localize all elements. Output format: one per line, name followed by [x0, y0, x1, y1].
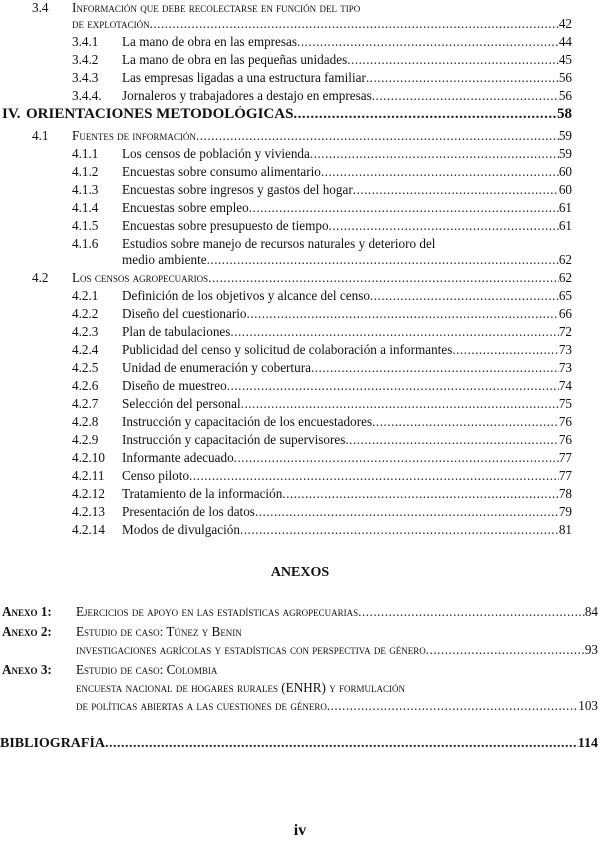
anexo-page: 103: [578, 698, 598, 713]
leader-dots: [227, 378, 559, 394]
toc-entry-3-4-2: [72, 52, 572, 68]
leader-dots: [452, 342, 558, 358]
toc-entry-page: 77: [558, 450, 572, 465]
toc-entry-4-1-4: [72, 200, 572, 216]
bibliografia-page: 114: [577, 736, 598, 751]
toc-entry-number: 4.1: [32, 128, 49, 143]
toc-entry-3-4-line1: [32, 0, 572, 16]
toc-entry-title: Los censos agropecuarios: [72, 270, 209, 285]
toc-entry-4-1-2: [72, 164, 572, 180]
toc-entry-title: Selección del personal: [122, 396, 241, 411]
leader-dots: [329, 218, 559, 234]
toc-entry-title: Publicidad del censo y solicitud de colaboración a informantes: [122, 342, 453, 357]
anexo-label: Anexo 3:: [2, 662, 52, 677]
leader-dots: [196, 128, 559, 144]
toc-entry-page: 74: [558, 378, 572, 393]
leader-dots: [372, 88, 559, 104]
toc-entry-title: Unidad de enumeración y cobertura: [122, 360, 311, 375]
anexo-title: Estudio de caso: Colombia: [76, 662, 218, 677]
toc-entry-4-2-9: [72, 432, 572, 448]
toc-section-title: ORIENTACIONES METODOLÓGICAS: [26, 106, 294, 122]
toc-entry-4-2-2: [72, 306, 572, 322]
leader-dots: [297, 34, 559, 50]
leader-dots: [321, 164, 559, 180]
toc-section-page: 58: [557, 106, 572, 122]
anexo-2-line2: [76, 642, 598, 658]
toc-entry-title: Presentación de los datos: [122, 504, 255, 519]
toc-entry-title: Encuestas sobre ingresos y gastos del hogar: [122, 182, 353, 197]
leader-dots: [189, 468, 559, 484]
toc-entry-page: 61: [558, 218, 572, 233]
toc-entry-title: Información que debe recolectarse en función del tipo: [72, 0, 361, 15]
toc-entry-number: 4.2.4: [72, 342, 99, 357]
leader-dots: [247, 306, 559, 322]
toc-entry-page: 79: [558, 504, 572, 519]
toc-entry-page: 76: [558, 414, 572, 429]
toc-entry-number: 4.2.13: [72, 504, 105, 519]
toc-entry-4-2-1: [72, 288, 572, 304]
toc-entry-title: Informante adecuado: [122, 450, 234, 465]
toc-entry-4-2-12: [72, 486, 572, 502]
anexo-page: 84: [584, 604, 598, 619]
toc-entry-number: 4.2.5: [72, 360, 99, 375]
toc-entry-4-2-13: [72, 504, 572, 520]
toc-entry-title: Diseño del cuestionario: [122, 306, 247, 321]
toc-entry-page: 60: [558, 182, 572, 197]
toc-entry-number: 4.2.12: [72, 486, 105, 501]
toc-section-iv: [0, 106, 572, 122]
toc-entry-3-4-4: [72, 88, 572, 104]
leader-dots: [282, 486, 559, 502]
toc-entry-4-2-4: [72, 342, 572, 358]
anexo-page: 93: [584, 642, 598, 657]
toc-entry-number: 4.2.14: [72, 522, 105, 537]
toc-entry-4-1-3: [72, 182, 572, 198]
toc-entry-4-1-1: [72, 146, 572, 162]
toc-entry-page: 62: [558, 252, 572, 267]
toc-entry-page: 45: [558, 52, 572, 67]
toc-entry-4-2-8: [72, 414, 572, 430]
anexo-3-line1: [0, 662, 598, 678]
toc-entry-title: Diseño de muestreo: [122, 378, 227, 393]
toc-entry-title: Fuentes de información: [72, 128, 196, 143]
toc-entry-4-1-5: [72, 218, 572, 234]
toc-entry-number: 4.2.8: [72, 414, 99, 429]
leader-dots: [208, 270, 559, 286]
toc-entry-page: 73: [558, 342, 572, 357]
toc-entry-title: Encuestas sobre consumo alimentario: [122, 164, 321, 179]
leader-dots: [370, 288, 559, 304]
leader-dots: [240, 522, 559, 538]
toc-entry-page: 44: [558, 34, 572, 49]
leader-dots: [372, 414, 559, 430]
toc-entry-title: Jornaleros y trabajadores a destajo en empresas: [122, 88, 372, 103]
bibliografia-label: BIBLIOGRAFÍA: [0, 736, 106, 751]
toc-entry-number: 4.2.10: [72, 450, 105, 465]
toc-entry-number: 3.4: [32, 0, 49, 15]
toc-entry-title: La mano de obra en las pequeñas unidades: [122, 52, 348, 67]
leader-dots: [345, 432, 558, 448]
toc-entry-4-1-6-line1: [72, 236, 572, 252]
toc-entry-title-cont: medio ambiente: [122, 252, 207, 267]
leader-dots: [241, 396, 559, 412]
toc-entry-number: 4.1.1: [72, 146, 99, 161]
toc-entry-page: 65: [558, 288, 572, 303]
leader-dots: [366, 70, 559, 86]
anexo-label: Anexo 2:: [2, 624, 52, 639]
toc-section-number: IV.: [2, 106, 21, 122]
toc-entry-number: 3.4.1: [72, 34, 99, 49]
toc-entry-number: 4.2.3: [72, 324, 99, 339]
leader-dots: [293, 106, 557, 122]
toc-entry-4-1: [32, 128, 572, 144]
toc-entry-title: Censo piloto: [122, 468, 190, 483]
leader-dots: [353, 182, 559, 198]
toc-entry-title: La mano de obra en las empresas: [122, 34, 298, 49]
toc-entry-number: 4.1.4: [72, 200, 99, 215]
toc-entry-4-2-10: [72, 450, 572, 466]
toc-entry-3-4-line2: [72, 16, 572, 32]
leader-dots: [230, 324, 558, 340]
leader-dots: [311, 360, 559, 376]
toc-entry-page: 42: [558, 16, 572, 31]
toc-entry-page: 72: [558, 324, 572, 339]
toc-entry-4-2-11: [72, 468, 572, 484]
toc-entry-page: 66: [558, 306, 572, 321]
leader-dots: [255, 504, 559, 520]
toc-entry-number: 4.2.1: [72, 288, 99, 303]
toc-entry-title: Los censos de población y vivienda: [122, 146, 310, 161]
toc-entry-number: 3.4.4.: [72, 88, 102, 103]
toc-entry-number: 4.2.11: [72, 468, 105, 483]
leader-dots: [310, 146, 559, 162]
toc-entry-4-2-7: [72, 396, 572, 412]
leader-dots: [105, 736, 578, 752]
toc-entry-page: 59: [558, 128, 572, 143]
toc-entry-number: 3.4.2: [72, 52, 99, 67]
leader-dots: [347, 52, 559, 68]
anexo-subtitle-cont: de políticas abiertas a las cuestiones de género: [76, 698, 327, 713]
anexo-3-line2: [76, 680, 598, 696]
toc-entry-page: 81: [558, 522, 572, 537]
anexo-label: Anexo 1:: [2, 604, 52, 619]
toc-bibliografia: [0, 736, 598, 752]
leader-dots: [207, 252, 559, 268]
toc-entry-4-2-5: [72, 360, 572, 376]
toc-entry-number: 4.2.7: [72, 396, 99, 411]
anexo-subtitle: encuesta nacional de hogares rurales (ENHR) y formulación: [76, 680, 406, 695]
toc-entry-3-4-1: [72, 34, 572, 50]
toc-entry-4-2-14: [72, 522, 572, 538]
page-number: iv: [293, 822, 307, 839]
toc-entry-title: Tratamiento de la información: [122, 486, 283, 501]
toc-entry-4-1-6-line2: [122, 252, 572, 268]
toc-entry-number: 4.2.9: [72, 432, 99, 447]
toc-entry-4-2-3: [72, 324, 572, 340]
toc-entry-number: 4.1.6: [72, 236, 99, 251]
toc-entry-number: 4.2.6: [72, 378, 99, 393]
anexo-title: Ejercicios de apoyo en las estadísticas agropecuarias: [76, 604, 359, 619]
toc-entry-number: 4.1.5: [72, 218, 99, 233]
toc-entry-page: 78: [558, 486, 572, 501]
toc-entry-title: Instrucción y capacitación de supervisores: [122, 432, 346, 447]
toc-entry-page: 76: [558, 432, 572, 447]
anexo-2-line1: [0, 624, 598, 640]
leader-dots: [234, 450, 559, 466]
toc-entry-title: Instrucción y capacitación de los encuestadores: [122, 414, 373, 429]
toc-entry-title-cont: de explotación: [72, 16, 150, 31]
toc-entry-page: 62: [558, 270, 572, 285]
anexo-3-line3: [76, 698, 598, 714]
toc-entry-page: 56: [558, 88, 572, 103]
toc-entry-title: Encuestas sobre empleo: [122, 200, 249, 215]
toc-entry-title: Modos de divulgación: [122, 522, 240, 537]
toc-entry-number: 4.2.2: [72, 306, 99, 321]
leader-dots: [358, 604, 585, 620]
anexo-1: [0, 604, 598, 620]
toc-entry-title: Las empresas ligadas a una estructura familiar: [122, 70, 366, 85]
toc-entry-page: 61: [558, 200, 572, 215]
toc-entry-page: 77: [558, 468, 572, 483]
toc-entry-number: 4.1.3: [72, 182, 99, 197]
toc-entry-title: Plan de tabulaciones: [122, 324, 231, 339]
leader-dots: [426, 642, 585, 658]
toc-entry-title: Estudios sobre manejo de recursos naturales y deterioro del: [122, 236, 436, 251]
toc-entry-number: 4.1.2: [72, 164, 99, 179]
toc-entry-page: 59: [558, 146, 572, 161]
anexos-heading: ANEXOS: [270, 565, 330, 580]
toc-entry-page: 60: [558, 164, 572, 179]
toc-entry-title: Encuestas sobre presupuesto de tiempo: [122, 218, 329, 233]
leader-dots: [327, 698, 578, 714]
toc-entry-page: 56: [558, 70, 572, 85]
toc-entry-page: 75: [558, 396, 572, 411]
toc-entry-page: 73: [558, 360, 572, 375]
toc-entry-3-4-3: [72, 70, 572, 86]
leader-dots: [150, 16, 559, 32]
toc-entry-4-2: [32, 270, 572, 286]
toc-entry-title: Definición de los objetivos y alcance del censo: [122, 288, 370, 303]
leader-dots: [249, 200, 559, 216]
toc-entry-number: 3.4.3: [72, 70, 99, 85]
toc-entry-4-2-6: [72, 378, 572, 394]
anexo-subtitle: investigaciones agrícolas y estadísticas con perspectiva de género: [76, 642, 426, 657]
toc-entry-number: 4.2: [32, 270, 49, 285]
anexo-title: Estudio de caso: Túnez y Benin: [76, 624, 242, 639]
